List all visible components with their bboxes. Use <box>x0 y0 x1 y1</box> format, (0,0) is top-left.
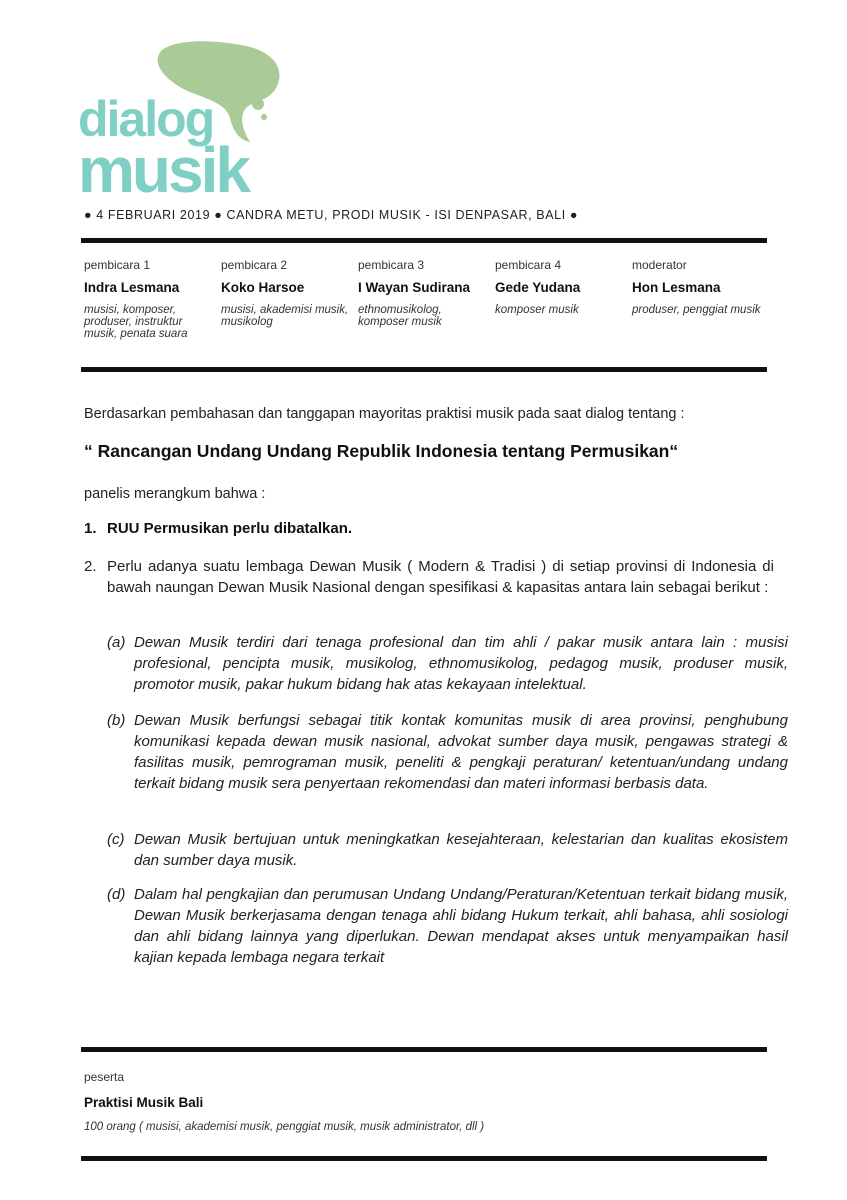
event-date: 4 FEBRUARI 2019 <box>96 208 211 222</box>
bullet-icon: ● <box>569 208 579 222</box>
speaker-desc: komposer musik <box>495 304 579 316</box>
bullet-icon: ● <box>214 208 223 222</box>
sub-item-text: Dewan Musik berfungsi sebagai titik kontak komunitas musik di area provinsi, penghubung komunikasi kepada dewan musik nasional, advokat sumber daya musik, pengawas strategi & fasilitas musik, pemrograman musik, peneliti & pengkaji peraturan/ ketentuan/undang undang terkait bidang musik sera penyertaan rekomendasi dan materi informasi berbasis data. <box>134 712 788 792</box>
participant-name: Praktisi Musik Bali <box>84 1095 204 1110</box>
sub-item <box>107 829 788 871</box>
divider-bar <box>81 238 767 243</box>
list-item <box>84 556 774 598</box>
sub-item-text: Dewan Musik terdiri dari tenaga profesional dan tim ahli / pakar musik antara lain : musisi profesional, pencipta musik, musikolog, ethnomusikolog, pedagog musik, produser musik, promotor musik, pakar hukum bidang hak atas kekayaan intelektual. <box>134 634 788 693</box>
speaker-desc: produser, penggiat musik <box>632 304 761 316</box>
item-number: 2. <box>84 558 97 575</box>
dialog-musik-logo <box>78 38 288 206</box>
speaker-role: pembicara 3 <box>358 258 425 272</box>
divider-bar <box>81 1047 767 1052</box>
speaker-role: pembicara 1 <box>84 258 151 272</box>
sub-item-label: (a) <box>107 634 126 651</box>
document-title: “ Rancangan Undang Undang Republik Indonesia tentang Permusikan“ <box>84 441 679 461</box>
logo-dialog-text: dialog <box>78 91 214 147</box>
sub-item <box>107 632 788 695</box>
speaker-name: Gede Yudana <box>495 280 581 295</box>
speaker-name: I Wayan Sudirana <box>358 280 471 295</box>
speaker-desc: musisi, akademisi musik, musikolog <box>221 304 349 328</box>
intro-text: Berdasarkan pembahasan dan tanggapan mayoritas praktisi musik pada saat dialog tentang : <box>84 406 685 422</box>
sub-item <box>107 884 788 968</box>
summary-text: panelis merangkum bahwa : <box>84 486 266 502</box>
sub-item-text: Dalam hal pengkajian dan perumusan Undang Undang/Peraturan/Ketentuan terkait bidang musik, Dewan Musik berkerjasama dengan tenaga ahli bidang Hukum terkait, ahli bahasa, ahli sosiologi dan ahli bidang lainnya yang diperlukan. Dewan mendapat akses untuk menyampaikan hasil kajian kepada lembaga negara terkait <box>134 886 788 966</box>
speaker-role: pembicara 4 <box>495 258 562 272</box>
divider-bar <box>81 367 767 372</box>
sub-item <box>107 710 788 794</box>
speaker-role: moderator <box>632 258 687 272</box>
participant-desc: 100 orang ( musisi, akademisi musik, penggiat musik, musik administrator, dll ) <box>84 1121 485 1133</box>
speakers-row <box>84 258 774 340</box>
speaker-name: Hon Lesmana <box>632 280 721 295</box>
speaker-role: pembicara 2 <box>221 258 288 272</box>
sub-item-label: (b) <box>107 712 126 729</box>
speaker-card <box>495 258 632 340</box>
speaker-name: Koko Harsoe <box>221 280 305 295</box>
sub-item-label: (c) <box>107 831 125 848</box>
item-text: RUU Permusikan perlu dibatalkan. <box>107 520 353 537</box>
speaker-card <box>221 258 358 340</box>
bullet-icon: ● <box>84 208 93 222</box>
item-number: 1. <box>84 520 97 537</box>
speaker-card <box>84 258 221 340</box>
divider-bar <box>81 1156 767 1161</box>
speaker-card <box>358 258 495 340</box>
item-text: Perlu adanya suatu lembaga Dewan Musik ( Modern & Tradisi ) di setiap provinsi di Indonesia di bawah naungan Dewan Musik Nasional dengan spesifikasi & kapasitas antara lain sebagai berikut : <box>107 558 774 596</box>
speaker-name: Indra Lesmana <box>84 280 180 295</box>
moderator-card <box>632 258 769 340</box>
participant-role: peserta <box>84 1070 125 1084</box>
speaker-desc: ethnomusikolog, komposer musik <box>358 304 442 328</box>
logo-musik-text: musik <box>78 134 248 206</box>
event-venue: CANDRA METU, PRODI MUSIK - ISI DENPASAR, BALI <box>226 208 566 222</box>
list-item <box>84 518 774 539</box>
speaker-desc: musisi, komposer, produser, instruktur musik, penata suara <box>84 304 188 340</box>
sub-item-text: Dewan Musik bertujuan untuk meningkatkan kesejahteraan, kelestarian dan kualitas ekosistem dan sumber daya musik. <box>134 831 788 869</box>
event-info <box>84 208 578 222</box>
sub-item-label: (d) <box>107 886 126 903</box>
